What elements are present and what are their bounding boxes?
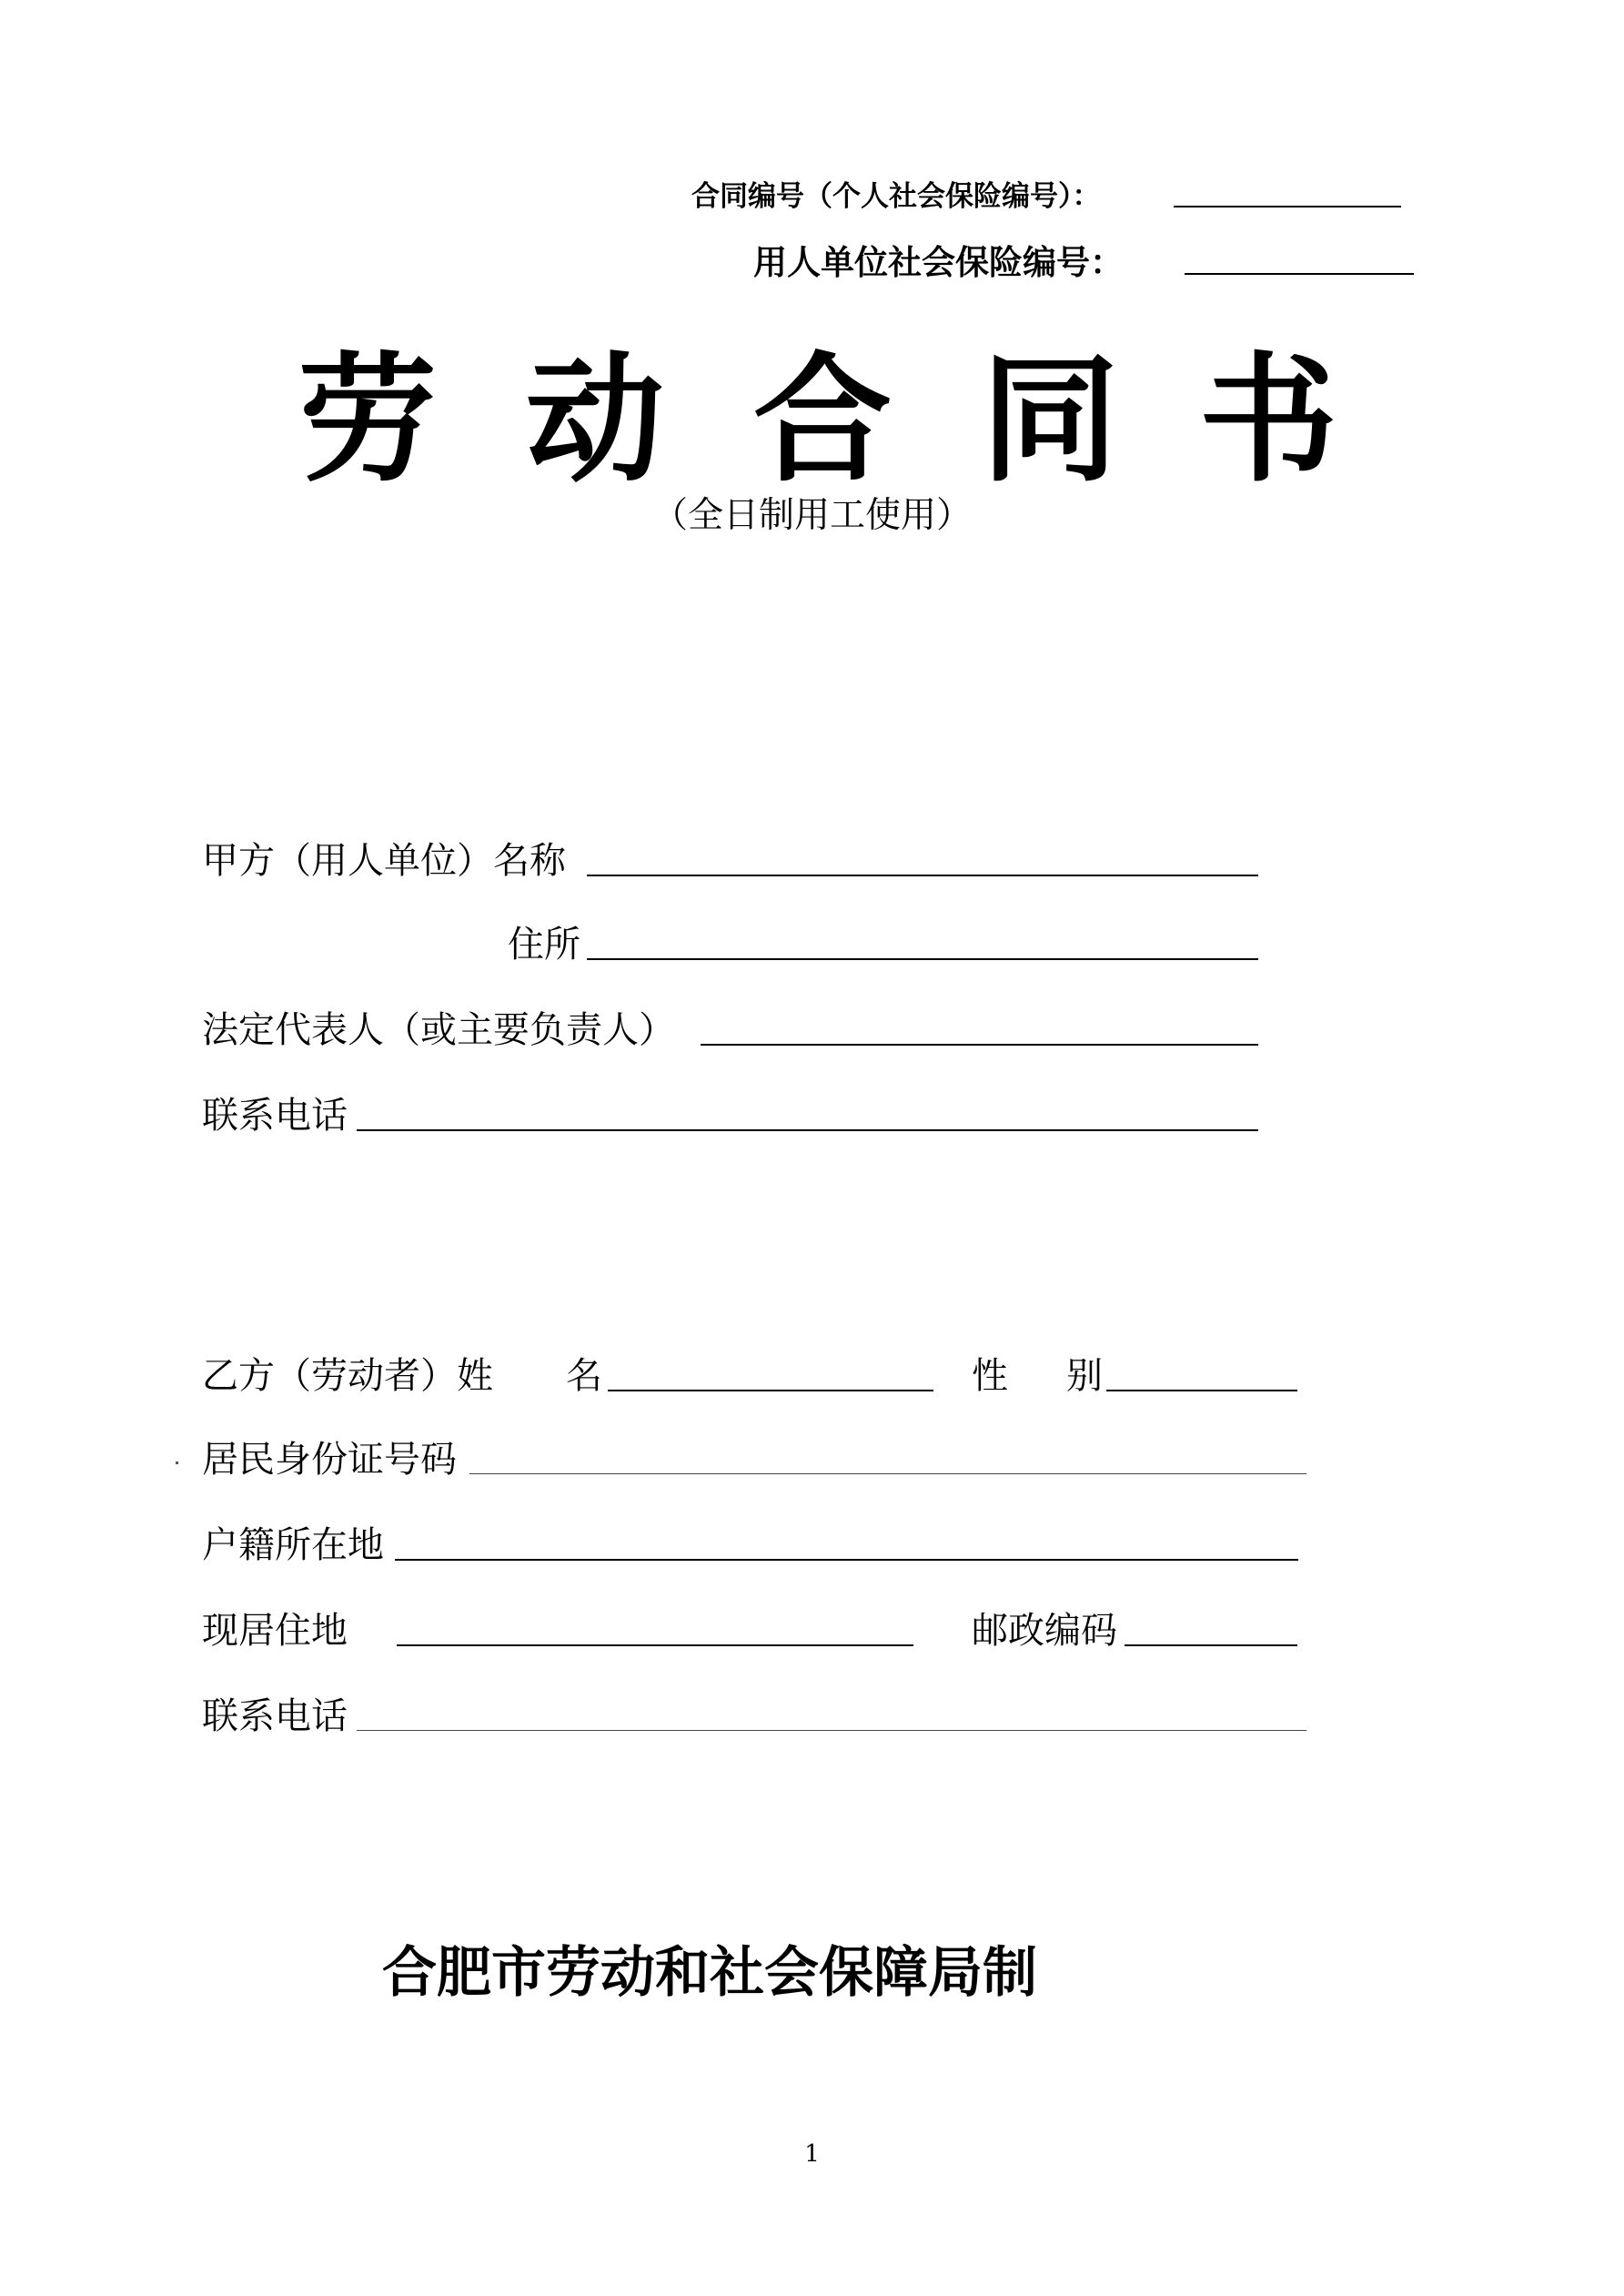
party-b-name-field[interactable]	[608, 1390, 933, 1391]
party-a-name-label: 甲方（用人单位）名称	[202, 840, 566, 882]
party-b-residence-label: 现居住地	[202, 1610, 348, 1652]
employer-ssn-label: 用人单位社会保险编号：	[753, 243, 1124, 282]
party-b-gender-label: 性	[972, 1355, 1008, 1397]
party-b-residence-field[interactable]	[397, 1644, 913, 1646]
party-b-hukou-field[interactable]	[395, 1559, 1298, 1561]
party-a-address-field[interactable]	[587, 958, 1258, 960]
party-b-name-label-end: 名	[566, 1355, 602, 1397]
party-b-phone-field[interactable]	[357, 1730, 1306, 1731]
title-char: 合	[753, 339, 892, 501]
page-number: 1	[804, 2140, 820, 2168]
stray-mark	[176, 1462, 178, 1464]
title-char: 同	[981, 339, 1119, 501]
party-a-legal-rep-label: 法定代表人（或主要负责人）	[202, 1009, 675, 1051]
title-char: 动	[526, 339, 664, 501]
employer-ssn-field[interactable]	[1185, 273, 1414, 275]
party-b-id-label: 居民身份证号码	[202, 1439, 457, 1481]
party-a-phone-field[interactable]	[357, 1129, 1258, 1131]
party-b-phone-label: 联系电话	[202, 1695, 348, 1737]
party-a-address-label: 住所	[508, 924, 580, 966]
party-b-gender-field[interactable]	[1106, 1390, 1297, 1391]
party-a-legal-rep-field[interactable]	[701, 1044, 1258, 1046]
party-a-phone-label: 联系电话	[202, 1095, 348, 1137]
party-b-hukou-label: 户籍所在地	[202, 1524, 384, 1566]
title-char: 劳	[298, 339, 437, 501]
party-b-gender-label-end: 别	[1066, 1355, 1103, 1397]
party-b-postcode-label: 邮政编码	[972, 1610, 1117, 1652]
party-b-id-field[interactable]	[469, 1473, 1306, 1474]
title-char: 书	[1199, 339, 1337, 501]
party-b-postcode-field[interactable]	[1125, 1644, 1297, 1646]
issuing-authority-text: 合肥市劳动和社会保障局制	[382, 1941, 1037, 2005]
document-subtitle: （全日制用工使用）	[651, 495, 972, 536]
contract-number-field[interactable]	[1174, 206, 1401, 207]
party-a-name-field[interactable]	[587, 875, 1258, 876]
contract-number-label: 合同编号（个人社会保险编号）：	[691, 180, 1101, 213]
party-b-name-label: 乙方（劳动者）姓	[202, 1355, 493, 1397]
